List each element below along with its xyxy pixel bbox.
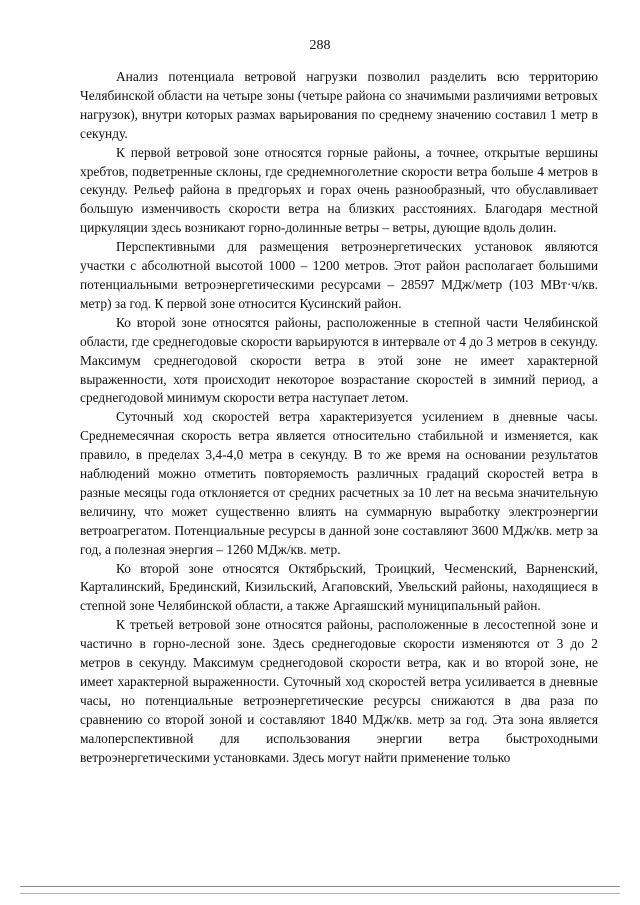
page-bottom-divider <box>20 886 620 887</box>
page-bottom-divider-secondary <box>20 893 620 894</box>
paragraph-second-zone-districts: Ко второй зоне относятся Октябрьский, Троицкий, Чесменский, Варненский, Карталинский, Брединский, Кизильский, Агаповский, Увельский районы, находящиеся в степной зоне Челябинской области, а также Аргаяшский муниципальный район. <box>80 560 598 614</box>
paragraph-second-zone: Ко второй зоне относятся районы, расположенные в степной части Челябинской области, где среднегодовые скорости варьируются в интервале от 4 до 3 метров в секунду. Максимум среднегодовой скорости ветра в этой зоне не имеет характерной выраженности, хотя происходит некоторое возрастание скоростей в зимний период, а среднегодовой минимум скорости ветра наступает летом. <box>80 314 598 406</box>
paragraph-first-zone: К первой ветровой зоне относятся горные районы, а точнее, открытые вершины хребтов, подветренные склоны, где среднемноголетние скорости ветра больше 4 метров в секунду. Рельеф района в предгорьях и горах очень разнообразный, что обуславливает большую изменчивость скорости ветра на близких расстояниях. Благодаря местной циркуляции здесь возникают горно-долинные ветры – ветры, дующие вдоль долин. <box>80 144 598 236</box>
page-number: 288 <box>309 38 331 53</box>
paragraph-third-zone: К третьей ветровой зоне относятся районы, расположенные в лесостепной зоне и частично в горно-лесной зоне. Здесь среднегодовые скорости изменяются от 3 до 2 метров в секунду. Максимум среднегодовой скорости ветра, как и во второй зоне, не имеет характерной выраженности. Суточный ход скоростей ветра усиливается в дневные часы, но потенциальные ветроэнергетические ресурсы снижаются в два раза по сравнению со второй зоной и составляют 1840 МДж/кв. метр за год. Эта зона является малоперспективной для использования энергии ветра быстроходными ветроэнергетическими установками. Здесь могут найти применение только <box>80 617 598 765</box>
paragraph-daily-wind-cycle: Суточный ход скоростей ветра характеризуется усилением в дневные часы. Среднемесячная скорость ветра является относительно стабильной и изменяется, как правило, в пределах 3,4-4,0 метра в секунду. В то же время на основании результатов наблюдений можно отметить повторяемость различных градаций скоростей ветра в разные месяцы года отклоняется от средних расчетных за 10 лет на весьма значительную величину, что может существенно влиять на суммарную выработку электроэнергии ветроагрегатом. Потенциальные ресурсы в данной зоне составляют 3600 МДж/кв. метр за год, а полезная энергия – 1260 МДж/кв. метр. <box>80 409 598 557</box>
paragraph-wind-zones-intro: Анализ потенциала ветровой нагрузки позволил разделить всю территорию Челябинской области на четыре зоны (четыре района со значимыми различиями ветровых нагрузок), внутри которых размах варьирования по среднему значению составил 1 метр в секунду. <box>80 69 598 141</box>
document-body <box>80 68 598 768</box>
paragraph-first-zone-prospects: Перспективными для размещения ветроэнергетических установок являются участки с абсолютной высотой 1000 – 1200 метров. Этот район располагает большими потенциальными ветроэнергетическими ресурсами – 28597 МДж/метр (103 МВт·ч/кв. метр) за год. К первой зоне относится Кусинский район. <box>80 239 598 311</box>
